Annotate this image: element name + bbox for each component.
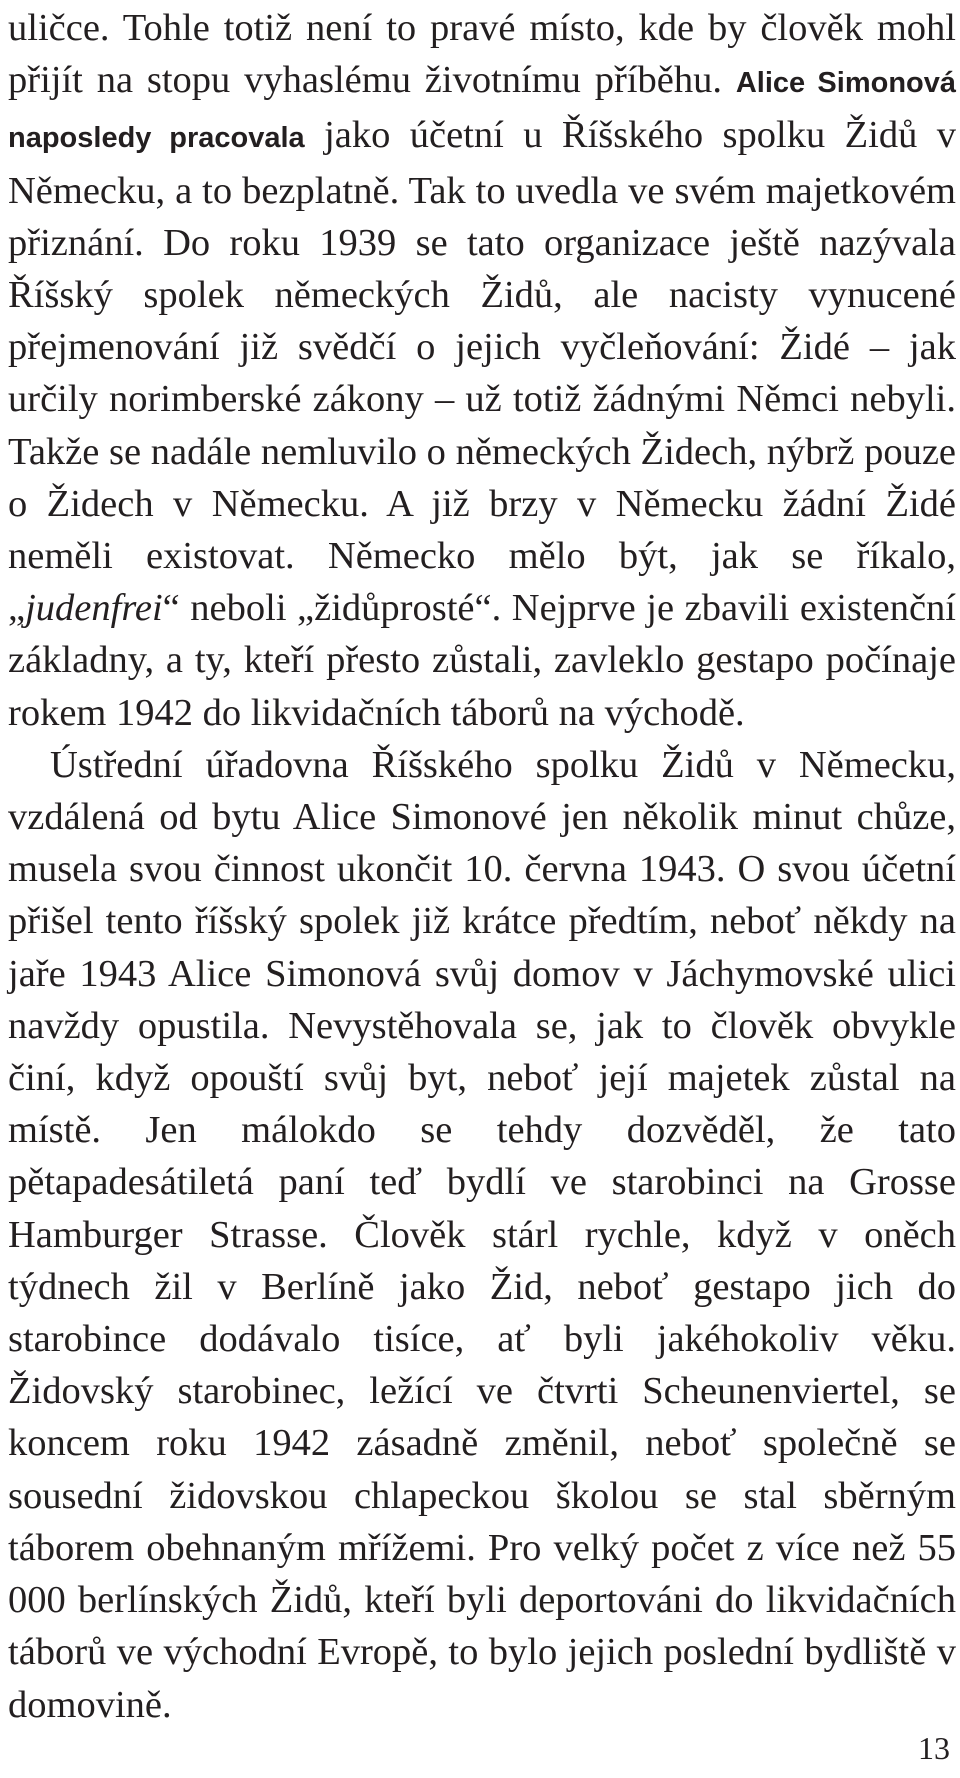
paragraph-lead-text: uličce. Tohle totiž není to pravé místo, kde by člověk mohl přijít na stopu vyhaslému životnímu příběhu. [8, 7, 956, 102]
page-number: 13 [918, 1730, 950, 1766]
paragraph-text: jako účetní u Říšského spolku Židů v Německu, a to bezplatně. Tak to uvedla ve svém majetkovém přiznání. Do roku 1939 se tato organizace ještě nazývala Říšský spolek německých Židů, ale nacisty vynucené přejmenování již svědčí o jejich vyčleňování: Židé – jak určily norimberské zákony – už totiž žádnými Němci nebyli. Takže se nadále nemluvilo o německých Židech, nýbrž pouze o Židech v Německu. A již brzy v Německu žádní Židé neměli existovat. Německo mělo být, jak se říkalo, „ [8, 114, 956, 630]
paragraph-continued [8, 2, 956, 739]
paragraph: Ústřední úřadovna Říšského spolku Židů v Německu, vzdálená od bytu Alice Simonové jen několik minut chůze, musela svou činnost ukončit 10. června 1943. O svou účetní přišel tento říšský spolek již krátce předtím, neboť někdy na jaře 1943 Alice Simonová svůj domov v Jáchymovské ulici navždy opustila. Nevystěhovala se, jak to člověk obvykle činí, když opouští svůj byt, neboť její majetek zůstal na místě. Jen málokdo se tehdy dozvěděl, že tato pětapadesátiletá paní teď bydlí ve starobinci na Grosse Hamburger Strasse. Člověk stárl rychle, když v oněch týdnech žil v Berlíně jako Žid, neboť gestapo jich do starobince dodávalo tisíce, ať byli jakéhokoliv věku. Židovský starobinec, ležící ve čtvrti Scheunenviertel, se koncem roku 1942 zásadně změnil, neboť společně se sousední židovskou chlapeckou školou se stal sběrným táborem obehnaným mřížemi. Pro velký počet z více než 55 000 berlínských Židů, kteří byli deportováni do likvidačních táborů ve východní Evropě, to bylo jejich poslední bydliště v domovině. [8, 743, 956, 1726]
italic-term: judenfrei [25, 587, 163, 630]
body-text [8, 2, 956, 1731]
paragraph-text: “ neboli „židůprosté“. Nejprve je zbavili existenční základny, a ty, kteří přesto zůstali, zavleklo gestapo počínaje rokem 1942 do likvidačních táborů na východě. [8, 587, 956, 734]
run-in-heading: Alice Simonová naposledy pracovala [8, 67, 956, 155]
